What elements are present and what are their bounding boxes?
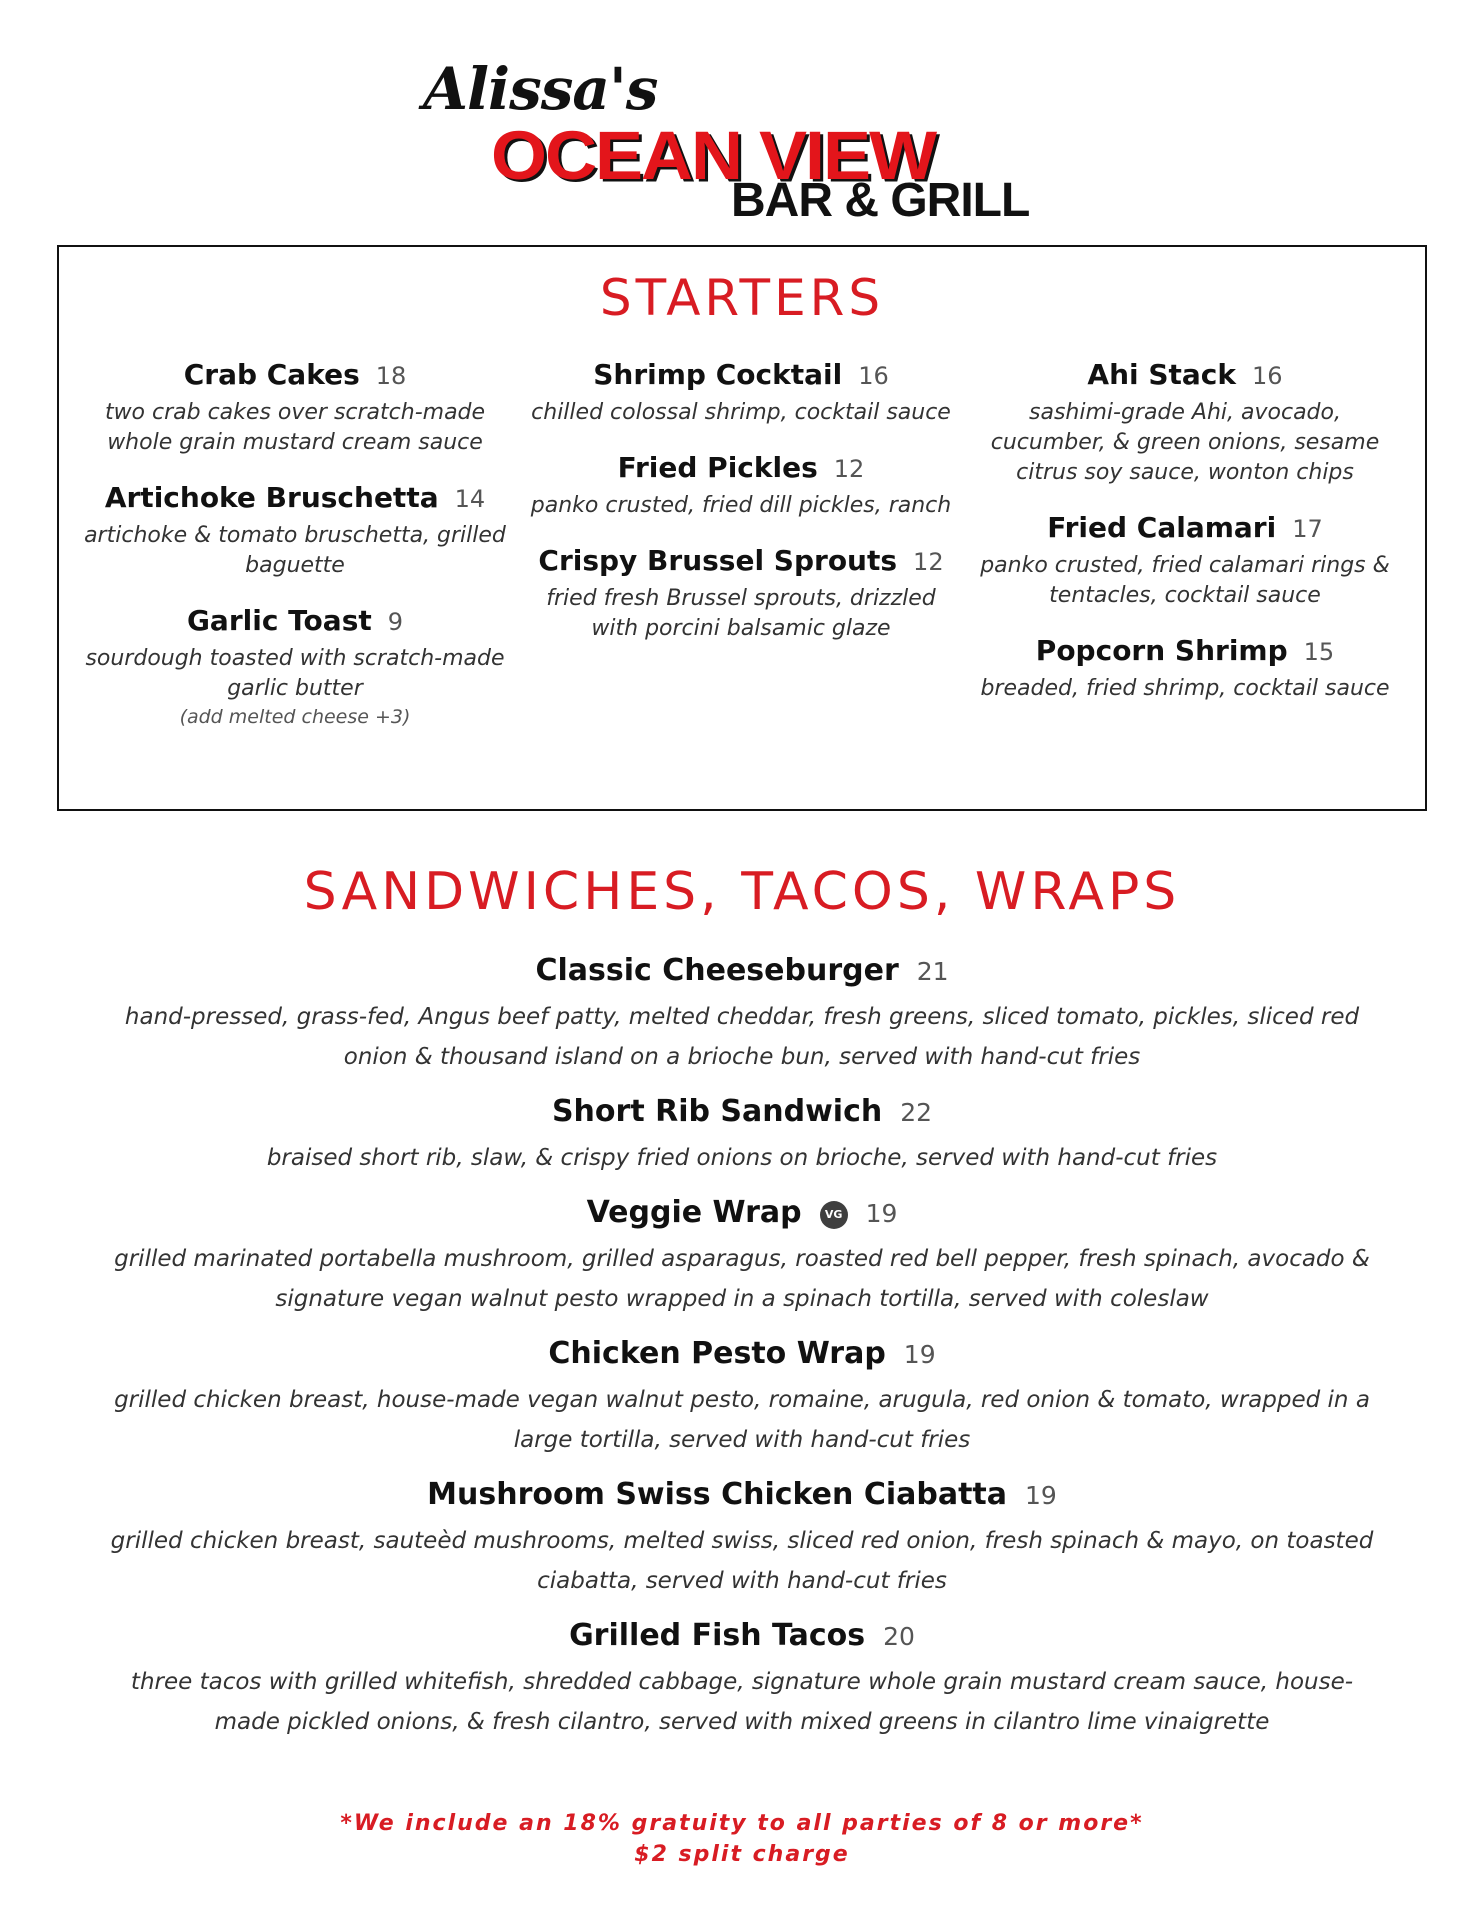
menu-item bbox=[100, 1615, 1384, 1742]
item-description: chilled colossal shrimp, cocktail sauce bbox=[531, 400, 951, 425]
item-description: grilled marinated portabella mushroom, grilled asparagus, roasted red bell pepper, fresh spinach, avocado & signature vegan walnut pesto wrapped in a spinach tortilla, served with coleslaw bbox=[114, 1246, 1370, 1312]
item-name: Grilled Fish Tacos bbox=[569, 1618, 866, 1653]
vegan-badge-icon: VG bbox=[820, 1201, 848, 1229]
item-name: Artichoke Bruschetta bbox=[104, 481, 439, 514]
menu-item bbox=[100, 1474, 1384, 1601]
item-description: two crab cakes over scratch-made whole grain mustard cream sauce bbox=[104, 400, 486, 455]
restaurant-logo bbox=[415, 55, 1055, 225]
item-price: 22 bbox=[900, 1098, 933, 1127]
item-description: grilled chicken breast, house-made vegan walnut pesto, romaine, arugula, red onion & tomato, wrapped in a large tortilla, served with hand-cut fries bbox=[114, 1387, 1370, 1453]
item-price: 19 bbox=[865, 1199, 898, 1228]
menu-item bbox=[75, 603, 515, 730]
item-name: Fried Calamari bbox=[1047, 511, 1277, 544]
menu-item bbox=[100, 1091, 1384, 1178]
item-name: Shrimp Cocktail bbox=[593, 358, 843, 391]
item-name: Fried Pickles bbox=[617, 451, 818, 484]
item-price: 17 bbox=[1292, 515, 1323, 543]
item-description: fried fresh Brussel sprouts, drizzled with porcini balsamic glaze bbox=[546, 586, 936, 641]
item-description: sourdough toasted with scratch-made garlic butter bbox=[85, 646, 505, 701]
item-description: three tacos with grilled whitefish, shredded cabbage, signature whole grain mustard cream sauce, house-made pickled onions, & fresh cilantro, served with mixed greens in cilantro lime vinaigrette bbox=[130, 1669, 1354, 1735]
item-description: panko crusted, fried dill pickles, ranch bbox=[530, 493, 952, 518]
item-name: Popcorn Shrimp bbox=[1035, 634, 1288, 667]
gratuity-line: *We include an 18% gratuity to all parties of 8 or more* bbox=[340, 1811, 1144, 1836]
menu-item bbox=[965, 510, 1405, 611]
item-name: Garlic Toast bbox=[186, 604, 372, 637]
menu-item bbox=[521, 543, 961, 644]
starters-column-3 bbox=[965, 357, 1405, 726]
item-description: braised short rib, slaw, & crispy fried onions on brioche, served with hand-cut fries bbox=[266, 1145, 1218, 1171]
item-note: (add melted cheese +3) bbox=[179, 706, 411, 728]
menu-item bbox=[100, 1333, 1384, 1460]
item-price: 12 bbox=[833, 455, 865, 483]
item-name: Crispy Brussel Sprouts bbox=[538, 544, 898, 577]
logo-bar-grill: BAR & GRILL bbox=[731, 174, 1030, 227]
item-price: 14 bbox=[454, 485, 486, 513]
menu-item bbox=[75, 357, 515, 458]
item-price: 12 bbox=[913, 548, 944, 576]
item-description: breaded, fried shrimp, cocktail sauce bbox=[980, 676, 1390, 701]
menu-item bbox=[521, 357, 961, 428]
item-price: 21 bbox=[916, 957, 949, 986]
logo-script-name: Alissa's bbox=[423, 55, 658, 123]
item-price: 9 bbox=[387, 608, 404, 636]
item-price: 19 bbox=[1025, 1481, 1057, 1510]
item-name: Veggie Wrap bbox=[586, 1195, 802, 1230]
item-description: hand-pressed, grass-fed, Angus beef patty, melted cheddar, fresh greens, sliced tomato, pickles, sliced red onion & thousand island on a brioche bun, served with hand-cut fries bbox=[124, 1004, 1360, 1070]
item-name: Ahi Stack bbox=[1087, 358, 1237, 391]
item-description: panko crusted, fried calamari rings & tentacles, cocktail sauce bbox=[980, 553, 1390, 608]
item-price: 20 bbox=[883, 1622, 915, 1651]
sandwiches-section bbox=[100, 950, 1384, 1756]
starters-column-2 bbox=[521, 357, 961, 666]
item-name: Short Rib Sandwich bbox=[551, 1094, 883, 1129]
item-name: Classic Cheeseburger bbox=[535, 953, 899, 988]
starters-section bbox=[57, 245, 1427, 811]
menu-item bbox=[965, 633, 1405, 704]
item-name: Chicken Pesto Wrap bbox=[548, 1336, 886, 1371]
item-name: Mushroom Swiss Chicken Ciabatta bbox=[427, 1477, 1008, 1512]
starters-column-1 bbox=[75, 357, 515, 752]
item-description: artichoke & tomato bruschetta, grilled baguette bbox=[84, 523, 506, 578]
logo-ocean-view: OCEAN VIEW bbox=[491, 117, 936, 194]
item-description: grilled chicken breast, sauteèd mushrooms, melted swiss, sliced red onion, fresh spinach & mayo, on toasted ciabatta, served with hand-cut fries bbox=[110, 1528, 1374, 1594]
menu-item bbox=[521, 450, 961, 521]
menu-item bbox=[100, 1192, 1384, 1319]
gratuity-notice bbox=[0, 1808, 1484, 1870]
menu-item bbox=[100, 950, 1384, 1077]
item-price: 18 bbox=[375, 362, 407, 390]
item-price: 16 bbox=[1252, 362, 1283, 390]
item-price: 16 bbox=[858, 362, 889, 390]
sandwiches-title: SANDWICHES, TACOS, WRAPS bbox=[303, 862, 1181, 922]
item-name: Crab Cakes bbox=[183, 358, 360, 391]
menu-item bbox=[965, 357, 1405, 488]
item-description: sashimi-grade Ahi, avocado, cucumber, & green onions, sesame citrus soy sauce, wonton chips bbox=[990, 400, 1380, 485]
split-charge-line: $2 split charge bbox=[634, 1842, 850, 1867]
starters-title: STARTERS bbox=[599, 269, 885, 327]
item-price: 15 bbox=[1303, 638, 1335, 666]
menu-item bbox=[75, 480, 515, 581]
item-price: 19 bbox=[903, 1340, 936, 1369]
